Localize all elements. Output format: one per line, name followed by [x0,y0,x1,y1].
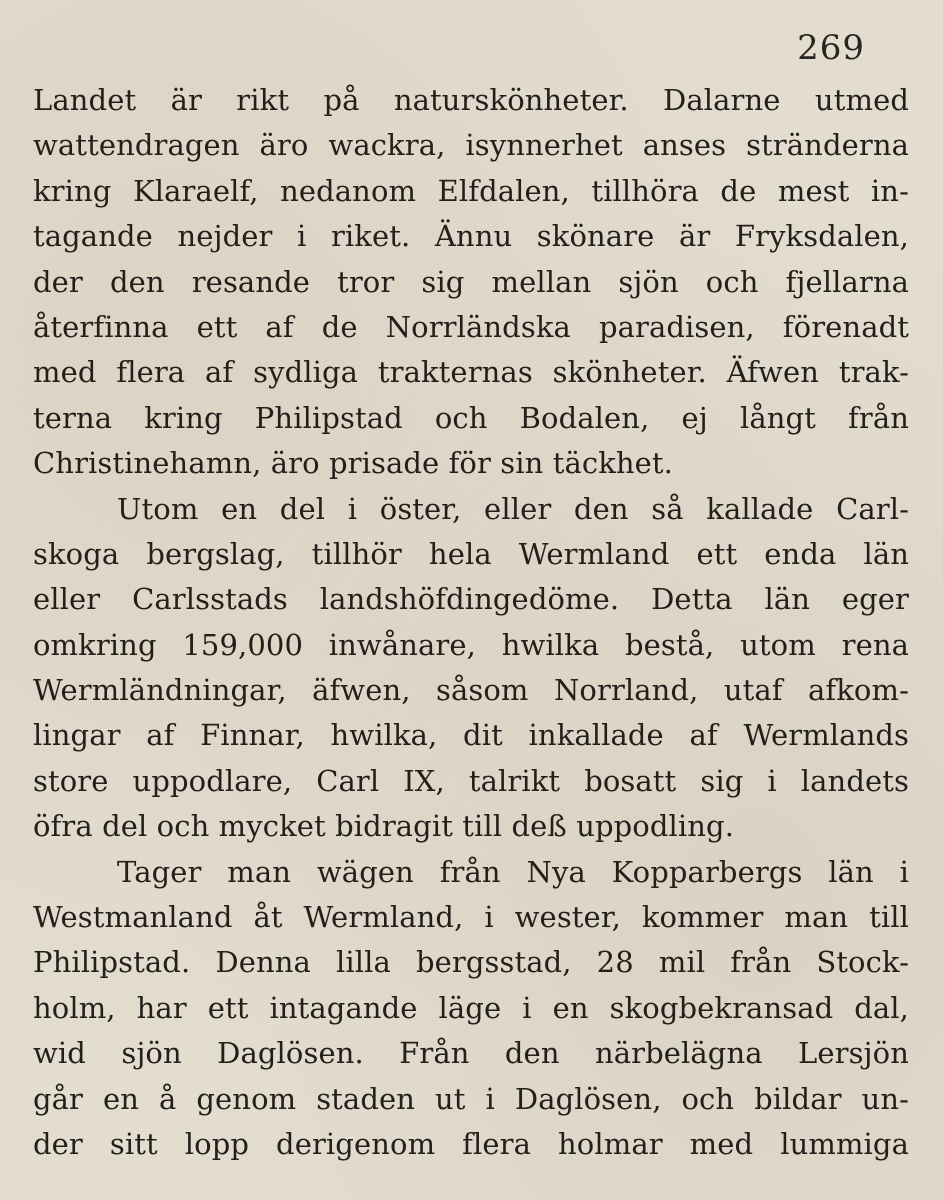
paragraph-start-line: Utom en del i öster, eller den så kallade Carl- [117,491,909,526]
text-line: går en å genom staden ut i Daglösen, och bildar un- [33,1081,909,1116]
text-line: holm, har ett intagande läge i en skogbekransad dal, [33,990,909,1025]
text-line: omkring 159,000 inwånare, hwilka bestå, utom rena [33,627,909,662]
text-line: Landet är rikt på naturskönheter. Dalarne utmed [33,83,909,117]
text-line: Westmanland åt Wermland, i wester, kommer man till [33,900,909,935]
text-line: med flera af sydliga trakternas skönheter. Äfwen trak- [33,355,909,390]
text-line: Wermländningar, äfwen, såsom Norrland, utaf afkom- [33,673,909,708]
page-number: 269 [797,28,865,68]
text-line: eller Carlsstads landshöfdingedöme. Detta län eger [33,582,909,617]
text-line: återfinna ett af de Norrländska paradisen, förenadt [33,309,909,344]
paragraph-end-line: Christinehamn, äro prisade för sin täckhet. [33,446,673,481]
text-line: Philipstad. Denna lilla bergsstad, 28 mil från Stock- [33,945,909,980]
text-line: terna kring Philipstad och Bodalen, ej långt från [33,400,909,435]
text-line: wattendragen äro wackra, isynnerhet anses stränderna [33,128,909,163]
text-line: skoga bergslag, tillhör hela Wermland ett enda län [33,536,909,571]
text-line: der sitt lopp derigenom flera holmar med lummiga [33,1126,909,1161]
text-line: tagande nejder i riket. Ännu skönare är Fryksdalen, [33,219,909,254]
text-line: wid sjön Daglösen. Från den närbelägna Lersjön [33,1036,909,1071]
paragraph-start-line: Tager man wägen från Nya Kopparbergs län i [117,854,909,889]
body-text [33,78,909,1167]
text-line: store uppodlare, Carl IX, talrikt bosatt sig i landets [33,763,909,798]
text-line: kring Klaraelf, nedanom Elfdalen, tillhöra de mest in- [33,173,909,208]
text-line: der den resande tror sig mellan sjön och fjellarna [33,264,909,299]
text-line: lingar af Finnar, hwilka, dit inkallade af Wermlands [33,718,909,753]
paragraph-end-line: öfra del och mycket bidragit till deß uppodling. [33,809,735,844]
